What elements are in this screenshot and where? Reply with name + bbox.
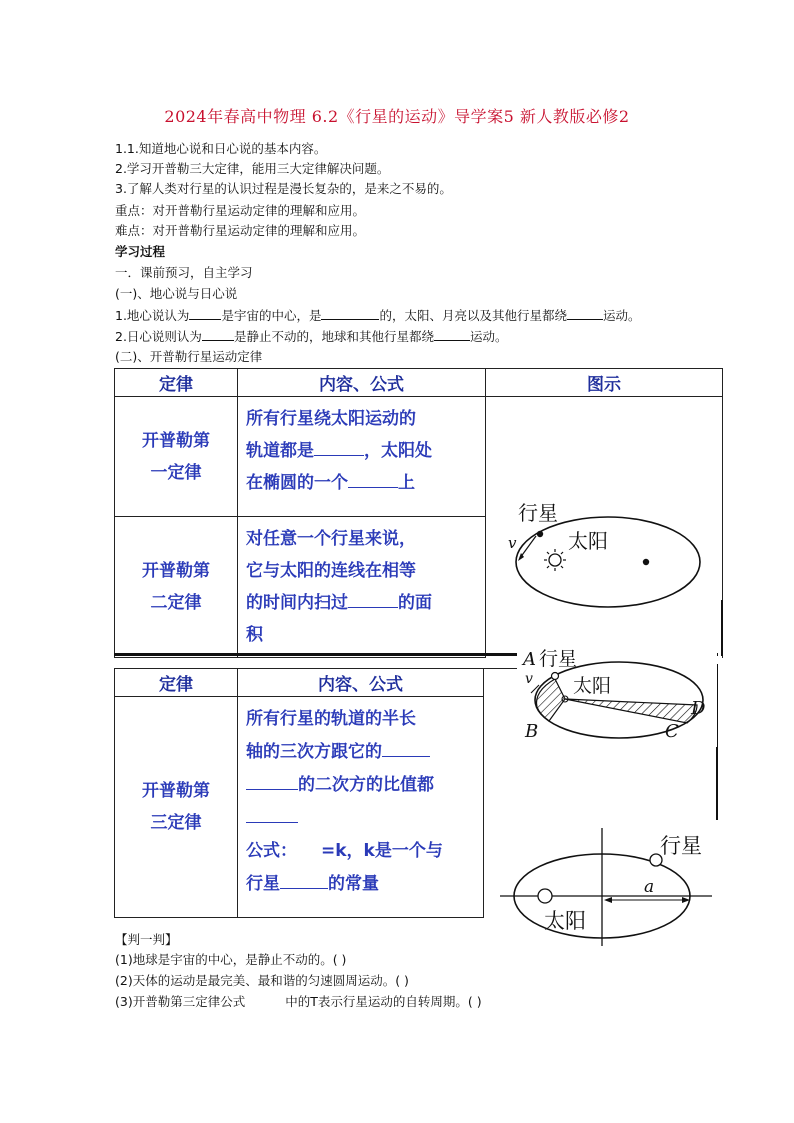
objective-3: 3.了解人类对行星的认识过程是漫长复杂的，是来之不易的。 — [115, 181, 452, 196]
law3-name-a: 开普勒第 — [142, 781, 210, 801]
law2-text: 积 — [246, 625, 263, 645]
law3-text: 的常量 — [328, 874, 379, 894]
judge-q3-text-b: 中的T表示行星运动的自转周期。( ) — [285, 994, 482, 1009]
fill-blank[interactable] — [434, 327, 470, 341]
fill-blank[interactable] — [382, 736, 430, 757]
fill-blank[interactable] — [348, 467, 398, 488]
fill-blank[interactable] — [202, 327, 234, 341]
helio-text-b: 是静止不动的，地球和其他行星都绕 — [233, 329, 434, 344]
judge-question-3 — [115, 993, 482, 1011]
velocity-label: v — [525, 671, 533, 687]
geo-text-a: 1.地心说认为 — [115, 308, 190, 323]
fill-blank[interactable] — [314, 435, 364, 456]
fill-blank[interactable] — [348, 587, 398, 608]
process-heading: 学习过程 — [115, 244, 166, 259]
fill-blank[interactable] — [246, 802, 298, 823]
law1-text: 在椭圆的一个 — [246, 473, 348, 493]
sun-label: 太阳 — [568, 529, 608, 553]
law3-text: 的二次方的比值都 — [298, 775, 434, 795]
law1-text: 上 — [398, 473, 415, 493]
table-right-rule — [721, 600, 723, 656]
semi-major-axis-label: a — [644, 877, 655, 897]
first-law-figure — [496, 500, 706, 645]
planet-label: 行星 — [518, 501, 558, 525]
header-content: 内容、公式 — [238, 369, 486, 397]
law3-text: =k，k是一个与 — [321, 841, 443, 861]
law2-content — [238, 517, 486, 658]
sub-one: (一)、地心说与日心说 — [115, 286, 238, 301]
law2-name-a: 开普勒第 — [142, 561, 210, 581]
law3-text: 所有行星的轨道的半长 — [246, 709, 416, 729]
geo-text-d: 运动。 — [602, 308, 641, 323]
objective-1: 1.1.知道地心说和日心说的基本内容。 — [115, 141, 327, 156]
header-figure: 图示 — [486, 369, 723, 397]
law1-text: ，太阳处 — [364, 441, 432, 461]
law3-text: 轴的三次方跟它的 — [246, 742, 382, 762]
judge-question-1: (1)地球是宇宙的中心，是静止不动的。( ) — [115, 952, 347, 967]
law3-name — [115, 697, 238, 918]
fill-blank[interactable] — [567, 306, 603, 320]
point-c-label: C — [665, 721, 679, 742]
law3-text: 行星 — [246, 874, 280, 894]
header-law: 定律 — [115, 669, 238, 697]
law1-text: 所有行星绕太阳运动的 — [246, 409, 416, 429]
law1-name — [115, 397, 238, 517]
judge-q3-text-a: (3)开普勒第三定律公式 — [115, 994, 246, 1009]
planet-dot — [552, 673, 559, 680]
law3-formula-label: 公式： — [246, 841, 297, 861]
law2-text: 它与太阳的连线在相等 — [246, 561, 416, 581]
geo-text-c: 的，太阳、月亮以及其他行星都绕 — [379, 308, 567, 323]
point-b-label: B — [525, 721, 539, 742]
third-law-figure — [500, 828, 712, 948]
velocity-label: v — [508, 534, 517, 552]
planet-dot — [537, 531, 543, 537]
sun-dot — [538, 889, 552, 903]
law3-content — [238, 697, 484, 918]
difficulty: 难点：对开普勒行星运动定律的理解和应用。 — [115, 223, 366, 238]
heliocentric-line — [115, 327, 507, 346]
fill-blank[interactable] — [246, 769, 298, 790]
key-point: 重点：对开普勒行星运动定律的理解和应用。 — [115, 203, 366, 218]
geo-text-b: 是宇宙的中心，是 — [221, 308, 322, 323]
helio-text-c: 运动。 — [469, 329, 508, 344]
judge-heading: 【判一判】 — [115, 932, 178, 947]
judge-question-2: (2)天体的运动是最完美、最和谐的匀速圆周运动。( ) — [115, 973, 409, 988]
law1-text: 轨道都是 — [246, 441, 314, 461]
sub-two: (二)、开普勒行星运动定律 — [115, 349, 263, 364]
point-a-label: A — [523, 649, 536, 670]
planet-label: 行星 — [660, 834, 702, 858]
law2-name-b: 二定律 — [150, 593, 202, 613]
header-law: 定律 — [115, 369, 238, 397]
header-content: 内容、公式 — [238, 669, 484, 697]
focus-dot — [643, 559, 649, 565]
law1-content — [238, 397, 486, 517]
sun-label: 太阳 — [573, 675, 612, 697]
fill-blank[interactable] — [280, 868, 328, 889]
fill-blank[interactable] — [189, 306, 221, 320]
law3-name-b: 三定律 — [150, 813, 202, 833]
section-one: 一．课前预习，自主学习 — [115, 265, 253, 280]
fill-blank[interactable] — [321, 306, 379, 320]
law2-name — [115, 517, 238, 658]
law1-name-b: 一定律 — [150, 462, 202, 483]
geocentric-line — [115, 306, 640, 325]
point-d-label: D — [691, 698, 706, 719]
law2-text: 对任意一个行星来说， — [246, 529, 416, 549]
objective-2: 2.学习开普勒三大定律，能用三大定律解决问题。 — [115, 161, 390, 176]
law1-name-a: 开普勒第 — [142, 430, 210, 451]
law2-text: 的面 — [398, 593, 432, 613]
law2-text: 的时间内扫过 — [246, 593, 348, 613]
second-law-figure — [517, 643, 717, 747]
helio-text-a: 2.日心说则认为 — [115, 329, 202, 344]
page-title: 2024年春高中物理 6.2《行星的运动》导学案5 新人教版必修2 — [164, 107, 630, 126]
sun-label: 太阳 — [544, 909, 586, 933]
planet-label: 行星 — [539, 648, 578, 670]
